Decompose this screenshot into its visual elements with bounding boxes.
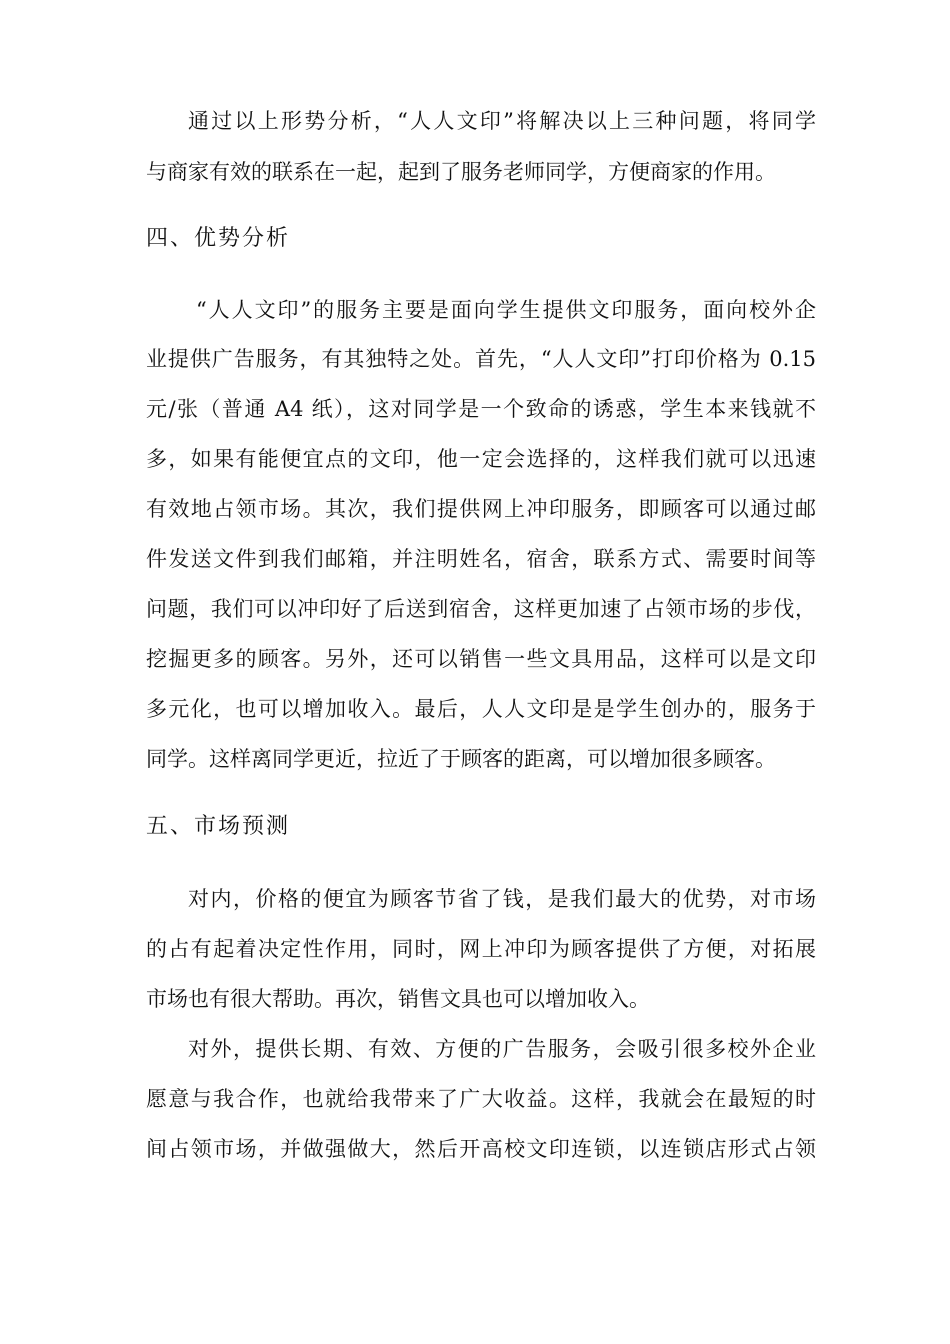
section-heading-market-forecast: 五、市场预测 <box>146 814 291 839</box>
paragraph-line: 对内，价格的便宜为顾客节省了钱，是我们最大的优势，对市场 <box>188 887 816 911</box>
paragraph-line: “人人文印”的服务主要是面向学生提供文印服务，面向校外企 <box>196 298 816 322</box>
paragraph-line: 有效地占领市场。其次，我们提供网上冲印服务，即顾客可以通过邮 <box>146 497 816 521</box>
paragraph-line: 挖掘更多的顾客。另外，还可以销售一些文具用品，这样可以是文印 <box>146 647 816 671</box>
paragraph-line: 元/张（普通 A4 纸），这对同学是一个致命的诱惑，学生本来钱就不 <box>146 397 816 421</box>
paragraph-line: 多元化，也可以增加收入。最后，人人文印是是学生创办的，服务于 <box>146 697 816 721</box>
paragraph-line: 对外，提供长期、有效、方便的广告服务，会吸引很多校外企业 <box>188 1037 816 1061</box>
paragraph-line: 间占领市场，并做强做大，然后开高校文印连锁，以连锁店形式占领 <box>146 1137 816 1161</box>
paragraph-line: 与商家有效的联系在一起，起到了服务老师同学，方便商家的作用。 <box>146 160 776 184</box>
paragraph-line: 的占有起着决定性作用，同时，网上冲印为顾客提供了方便，对拓展 <box>146 937 816 961</box>
paragraph-line: 市场也有很大帮助。再次，销售文具也可以增加收入。 <box>146 987 650 1011</box>
section-heading-advantages: 四、优势分析 <box>146 226 291 251</box>
paragraph-line: 同学。这样离同学更近，拉近了于顾客的距离，可以增加很多顾客。 <box>146 747 776 771</box>
paragraph-line: 愿意与我合作，也就给我带来了广大收益。这样，我就会在最短的时 <box>146 1087 816 1111</box>
paragraph-line: 业提供广告服务，有其独特之处。首先，“人人文印”打印价格为 0.15 <box>146 347 816 371</box>
paragraph-line: 件发送文件到我们邮箱，并注明姓名，宿舍，联系方式、需要时间等 <box>146 547 816 571</box>
paragraph-line: 多，如果有能便宜点的文印，他一定会选择的，这样我们就可以迅速 <box>146 447 816 471</box>
paragraph-line: 问题，我们可以冲印好了后送到宿舍，这样更加速了占领市场的步伐， <box>146 597 816 621</box>
paragraph-line: 通过以上形势分析，“人人文印”将解决以上三种问题，将同学 <box>188 109 816 133</box>
